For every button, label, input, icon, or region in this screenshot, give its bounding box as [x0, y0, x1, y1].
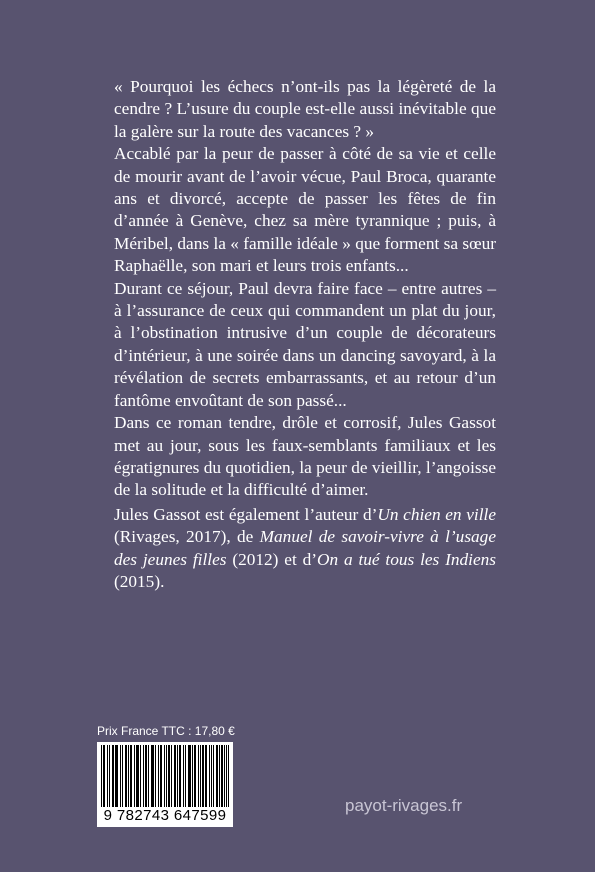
barcode-bar: [138, 745, 139, 807]
barcode-bar: [120, 745, 121, 807]
barcode-bar: [211, 745, 212, 807]
barcode-bar: [117, 745, 118, 807]
publisher-website: payot-rivages.fr: [345, 796, 463, 815]
barcode-bar: [202, 745, 203, 807]
barcode-bar: [195, 745, 196, 807]
barcode-bar: [113, 745, 114, 807]
barcode-bar: [166, 745, 167, 807]
author-note-part2: (Rivages, 2017), de: [114, 527, 260, 547]
barcode-bar: [219, 745, 220, 807]
blurb-paragraph-2: Durant ce séjour, Paul devra faire face – entre autres – à l’assurance de ceux qui commandent un plat du jour, à l’obstination intrusive d’un couple de décorateurs d’intérieur, à une soirée dans un dancing savoyard, à la révélation de secrets embarrassants, et au retour d’un fantôme envoûtant de son passé...: [114, 278, 496, 410]
barcode-bar: [137, 745, 138, 807]
barcode-bar: [185, 745, 186, 807]
barcode-bar: [146, 745, 147, 807]
barcode-bar: [228, 745, 229, 807]
barcode-bar: [109, 745, 110, 807]
barcode-bar: [130, 745, 131, 807]
barcode-bar: [180, 745, 181, 807]
barcode-bar: [203, 745, 204, 807]
barcode-bar: [188, 745, 189, 807]
book-title-1: Un chien en ville: [377, 505, 497, 524]
barcode-bar: [169, 745, 170, 807]
blurb-paragraph-1: Accablé par la peur de passer à côté de sa vie et celle de mourir avant de l’avoir vécue, Paul Broca, quarante ans et divorcé, accepte de passer les fêtes de fin d’année à Genève, chez sa mère tyrannique ; puis, à Méribel, dans la « famille idéale » que forment sa sœur Raphaëlle, son mari et leurs trois enfants...: [114, 144, 496, 276]
barcode-bar: [145, 745, 146, 807]
barcode-bar: [198, 745, 199, 807]
barcode-bar: [209, 745, 210, 807]
barcode-bar: [126, 745, 127, 807]
author-note-part3: (2012) et d’: [226, 549, 317, 569]
blurb-quote: « Pourquoi les échecs n’ont-ils pas la légèreté de la cendre ? L’usure du couple est-elle aussi inévitable que la galère sur la route des vacances ? »: [114, 77, 496, 141]
barcode-bar: [183, 745, 184, 807]
barcode-bar: [222, 745, 223, 807]
book-title-3: On a tué tous les Indiens: [317, 549, 497, 569]
barcode-bar: [217, 745, 218, 807]
barcode-bar: [148, 745, 149, 807]
author-note-text: [114, 504, 496, 594]
barcode-bar: [122, 745, 123, 807]
barcode-bar: [104, 745, 105, 807]
barcode-bar: [164, 745, 165, 807]
blurb-paragraph-3: Dans ce roman tendre, drôle et corrosif, Jules Gassot met au jour, sous les faux-semblants familiaux et les égratignures du quotidien, la peur de vieillir, l’angoisse de la solitude et la difficulté d’aimer.: [114, 413, 496, 500]
barcode-bar: [101, 745, 102, 807]
barcode-bars: [101, 745, 229, 807]
barcode-bar: [131, 745, 132, 807]
isbn-number: 9 782743 647599: [103, 807, 227, 824]
barcode-bar: [192, 745, 193, 807]
author-note-part1: Jules Gassot est également l’auteur d’: [114, 505, 378, 524]
barcode-bar: [179, 745, 180, 807]
barcode-bar: [155, 745, 156, 807]
barcode-bar: [216, 745, 217, 807]
barcode-bar: [205, 745, 206, 807]
author-note: [114, 504, 496, 594]
barcode-bar: [158, 745, 159, 807]
barcode: [97, 742, 233, 827]
barcode-bar: [161, 745, 162, 807]
barcode-bar: [175, 745, 176, 807]
barcode-bar: [151, 745, 152, 807]
barcode-bar: [134, 745, 135, 807]
barcode-bar: [224, 745, 225, 807]
book-title-2: Manuel de savoir-vivre à l’usage des jeunes filles: [114, 527, 496, 569]
barcode-bar: [213, 745, 214, 807]
barcode-bar: [189, 745, 190, 807]
price-label: Prix France TTC : 17,80 €: [97, 724, 235, 738]
barcode-bar: [168, 745, 169, 807]
barcode-bar: [221, 745, 222, 807]
barcode-bar: [116, 745, 117, 807]
barcode-bar: [206, 745, 207, 807]
barcode-bar: [171, 745, 172, 807]
barcode-bar: [152, 745, 153, 807]
barcode-bar: [140, 745, 141, 807]
back-cover-blurb: [114, 76, 496, 502]
barcode-bar: [136, 745, 137, 807]
barcode-bar: [107, 745, 108, 807]
barcode-bar: [194, 745, 195, 807]
barcode-bar: [153, 745, 154, 807]
barcode-bar: [226, 745, 227, 807]
barcode-bar: [174, 745, 175, 807]
barcode-bar: [125, 745, 126, 807]
barcode-bar: [112, 745, 113, 807]
author-note-part4: (2015).: [114, 572, 165, 592]
barcode-bar: [200, 745, 201, 807]
barcode-bar: [160, 745, 161, 807]
barcode-bar: [143, 745, 144, 807]
barcode-bar: [128, 745, 129, 807]
barcode-bar: [190, 745, 191, 807]
barcode-bar: [115, 745, 116, 807]
barcode-bar: [177, 745, 178, 807]
barcode-bar: [103, 745, 104, 807]
